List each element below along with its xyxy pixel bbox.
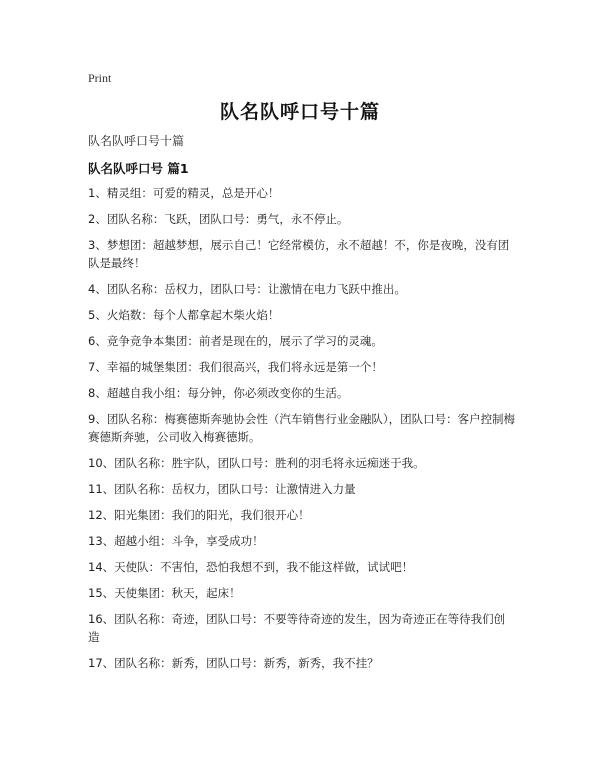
list-item: 13、超越小组：斗争，享受成功！ [88,534,264,548]
list-item: 1、精灵组：可爱的精灵，总是开心！ [88,186,280,200]
list-item: 6、竞争竞争本集团：前者是现在的，展示了学习的灵魂。 [88,334,383,348]
list-item: 4、团队名称：岳权力，团队口号：让激情在电力飞跃中推出。 [88,282,406,296]
list-item: 10、团队名称：胜宇队，团队口号：胜利的羽毛将永远痴迷于我。 [88,456,425,470]
list-item: 14、天使队：不害怕，恐怕我想不到，我不能这样做，试试吧！ [88,560,414,574]
slogan-list [88,184,516,680]
list-item: 8、超越自我小组：每分钟，你必须改变你的生活。 [88,386,349,400]
print-label: Print [88,71,112,85]
list-item: 3、梦想团：超越梦想，展示自己！它经常模仿，永不超越！不，你是夜晚，没有团队是最终！ [88,238,510,270]
list-item: 9、团队名称：梅赛德斯奔驰协会性（汽车销售行业金融队），团队口号：客户控制梅赛德斯奔驰，公司收入梅赛德斯。 [88,412,516,444]
list-item: 11、团队名称：岳权力，团队口号：让激情进入力量 [88,482,356,496]
list-item: 15、天使集团：秋天，起床！ [88,586,241,600]
list-item: 2、团队名称：飞跃，团队口号：勇气，永不停止。 [88,212,349,226]
list-item: 7、幸福的城堡集团：我们很高兴，我们将永远是第一个！ [88,360,383,374]
list-item: 16、团队名称：奇迹，团队口号：不要等待奇迹的发生，因为奇迹正在等待我们创造 [88,612,506,644]
page-title: 队名队呼口号十篇 [219,101,380,123]
section-heading: 队名队呼口号 篇1 [88,161,189,176]
list-item: 12、阳光集团：我们的阳光，我们很开心！ [88,508,310,522]
list-item: 5、火焰数：每个人都拿起木柴火焰！ [88,308,280,322]
list-item: 17、团队名称：新秀，团队口号：新秀，新秀，我不挂？ [88,656,379,670]
document-subtitle: 队名队呼口号十篇 [88,134,185,148]
